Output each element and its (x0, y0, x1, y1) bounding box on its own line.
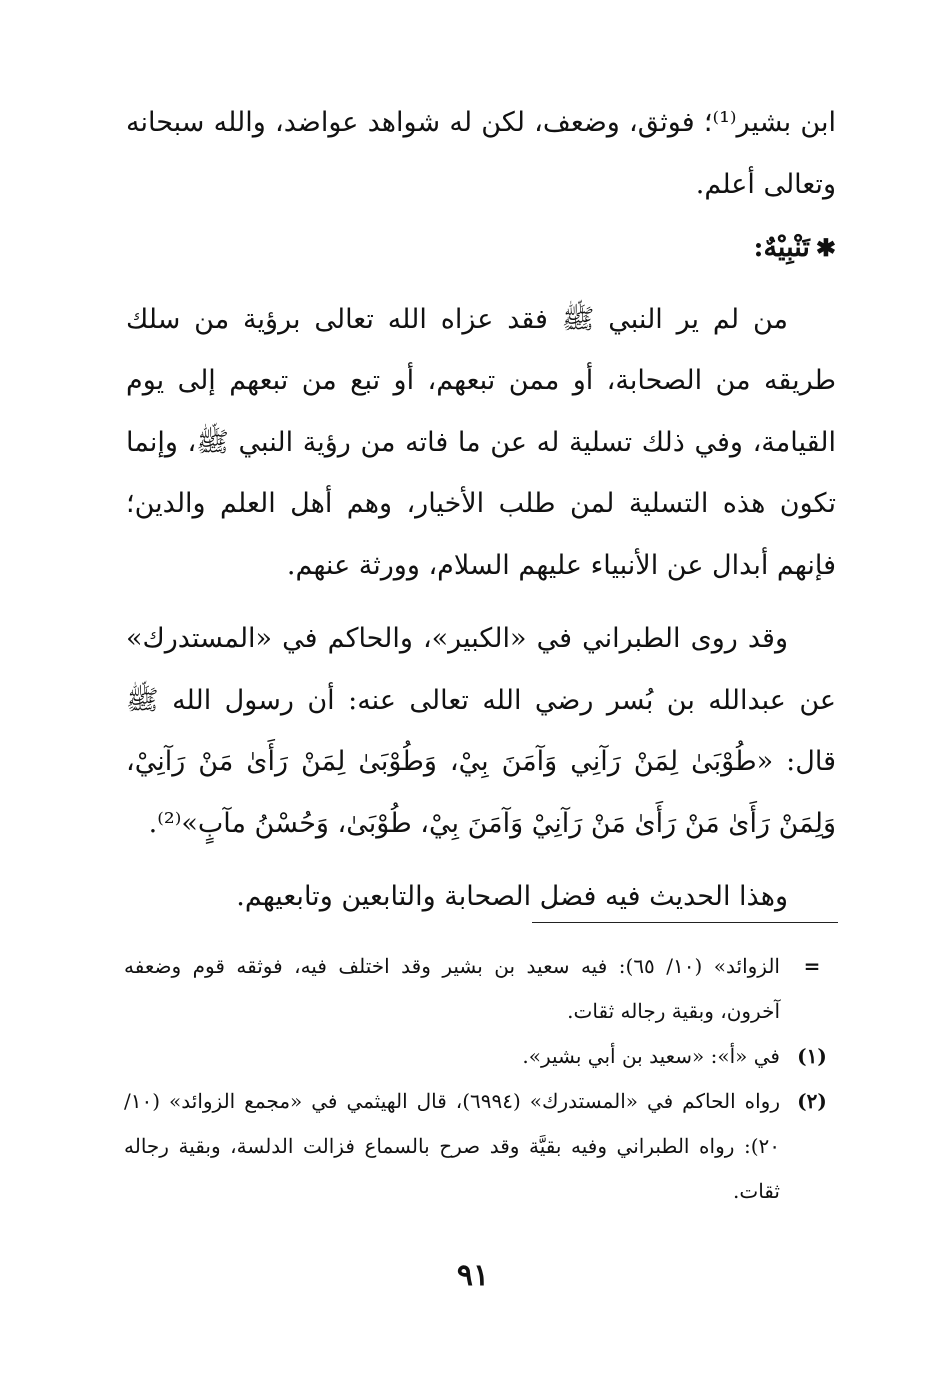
footnote-1 (124, 1034, 836, 1079)
paragraph-3: وقد روى الطبراني في «الكبير»، والحاكم في «المستدرك» عن عبدالله بن بُسر رضي الله تعالى عنه: أن رسول الله ﷺ قال: «طُوْبَىٰ لِمَنْ رَآنِي وَآمَنَ بِيْ، وَطُوْبَىٰ لِمَنْ رَأَىٰ مَنْ رَآنِيْ، وَلِمَنْ رَأَىٰ مَنْ رَأَىٰ مَنْ رَآنِيْ وَآمَنَ بِيْ، طُوْبَىٰ، وَحُسْنُ مآبٍ»⁽²⁾. (126, 623, 836, 839)
page-number: ٩١ (456, 1258, 490, 1293)
paragraph-4: وهذا الحديث فيه فضل الصحابة والتابعين وتابعيهم. (236, 881, 788, 912)
notice-heading (126, 217, 836, 279)
notice-heading-label: تَنْبِيْهٌ: (753, 232, 810, 263)
main-text (126, 92, 836, 928)
footnote-divider (532, 922, 838, 923)
footnotes (124, 944, 836, 1214)
footnote-text: الزوائد» (١٠/ ٦٥): فيه سعيد بن بشير وقد اختلف فيه، فوثقه قوم وضعفه آخرون، وبقية رجاله ثقات. (124, 954, 780, 1023)
footnote-text: في «أ»: «سعيد بن أبي بشير». (522, 1044, 780, 1068)
footnote-2 (124, 1079, 836, 1214)
paragraph-2: من لم ير النبي ﷺ فقد عزاه الله تعالى برؤية من سلك طريقه من الصحابة، أو ممن تبعهم، أو تبع من تبعهم إلى يوم القيامة، وفي ذلك تسلية له عن ما فاته من رؤية النبي ﷺ، وإنما تكون هذه التسلية لمن طلب الأخيار، وهم أهل العلم والدين؛ فإنهم أبدال عن الأنبياء عليهم السلام، وورثة عنهم. (126, 303, 836, 581)
footnote-marker: (١) (797, 1044, 827, 1068)
footnote-text: رواه الحاكم في «المستدرك» (٦٩٩٤)، قال الهيثمي في «مجمع الزوائد» (١٠/ ٢٠): رواه الطبراني وفيه بقيَّة وقد صرح بالسماع فزالت الدلسة، وبقية رجاله ثقات. (124, 1089, 780, 1203)
paragraph-1: ابن بشير⁽¹⁾؛ فوثق، وضعف، لكن له شواهد عواضد، والله سبحانه وتعالى أعلم. (126, 107, 836, 200)
footnote-marker: = (803, 954, 821, 978)
footnote-continued (124, 944, 836, 1034)
asterisk-icon: ✱ (815, 233, 836, 262)
footnote-marker: (٢) (797, 1089, 827, 1113)
